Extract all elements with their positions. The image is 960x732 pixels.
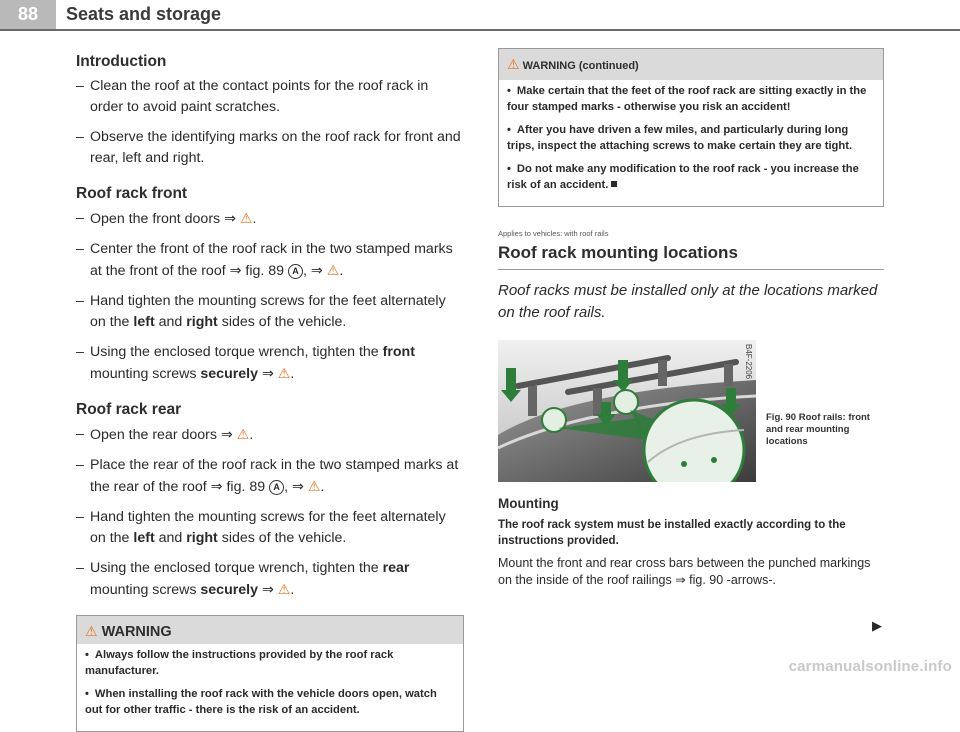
warning-item: • Do not make any modification to the roof rack - you increase the risk of an accident. [507, 163, 859, 191]
callout-a-icon: A [288, 264, 303, 279]
warning-triangle-icon[interactable]: ⚠ [277, 365, 291, 381]
warning-item: • Always follow the instructions provided by the roof rack manufacturer. [85, 649, 394, 677]
warning-triangle-icon[interactable]: ⚠ [236, 426, 250, 442]
page-number: 88 [0, 0, 56, 29]
header-rule [0, 29, 960, 31]
front-step-2: – Center the front of the roof rack in the two stamped marks at the front of the roof ⇒ fig. 89 A , ⇒ ⚠. [76, 239, 464, 282]
figure-row [498, 340, 884, 482]
rear-heading: Roof rack rear [76, 401, 182, 418]
watermark: carmanualsonline.info [788, 658, 952, 675]
front-heading: Roof rack front [76, 185, 188, 202]
intro-step-2: – Observe the identifying marks on the roof rack for front and rear, left and right. [76, 127, 464, 169]
continue-arrow-icon[interactable]: ▶ [872, 618, 882, 633]
warning-triangle-icon[interactable]: ⚠ [277, 581, 291, 597]
applies-to: Applies to vehicles: with roof rails [498, 229, 609, 238]
intro-steps [76, 76, 464, 169]
warning-continued-box [498, 48, 884, 207]
warning-continued-body [499, 80, 883, 206]
rear-steps [76, 424, 464, 601]
lead-text: Roof racks must be installed only at the locations marked on the roof rails. [498, 282, 878, 321]
intro-heading: Introduction [76, 53, 167, 70]
warning-item: • After you have driven a few miles, and particularly during long trips, inspect the attaching screws to make certain they are tight. [507, 124, 853, 152]
roof-rack-illustration [498, 340, 756, 482]
warning-body [77, 644, 463, 731]
warning-triangle-icon[interactable]: ⚠ [307, 478, 321, 494]
warning-item: • Make certain that the feet of the roof rack are sitting exactly in the four stamped marks - otherwise you risk an accident! [507, 85, 867, 113]
rear-step-3: – Hand tighten the mounting screws for the feet alternately on the left and right sides of the vehicle. [76, 507, 464, 549]
rear-step-4: – Using the enclosed torque wrench, tighten the rear mounting screws securely ⇒ ⚠. [76, 558, 464, 601]
mounting-heading: Mounting [498, 496, 559, 511]
callout-a-icon: A [269, 480, 284, 495]
rear-step-2: – Place the rear of the roof rack in the two stamped marks at the rear of the roof ⇒ fig. 89 A , ⇒ ⚠. [76, 455, 464, 498]
end-mark [611, 181, 617, 187]
mounting-text: Mount the front and rear cross bars between the punched markings on the inside of the roof railings ⇒ fig. 90 -arrows-. [498, 556, 871, 587]
intro-step-1: – Clean the roof at the contact points for the roof rack in order to avoid paint scratches. [76, 76, 464, 118]
front-step-4: – Using the enclosed torque wrench, tighten the front mounting screws securely ⇒ ⚠. [76, 342, 464, 385]
warning-box [76, 615, 464, 732]
front-step-3: – Hand tighten the mounting screws for the feet alternately on the left and right sides of the vehicle. [76, 291, 464, 333]
page-header [0, 0, 960, 30]
front-step-1: – Open the front doors ⇒ ⚠. [76, 208, 464, 230]
left-column [76, 48, 464, 732]
figure-code: B4F-2206 [744, 344, 753, 380]
warning-triangle-icon: ⚠ [507, 56, 520, 72]
figure-caption: Fig. 90 Roof rails: front and rear mounting locations [766, 412, 870, 447]
warning-item: • When installing the roof rack with the vehicle doors open, watch out for other traffic - there is the risk of an accident. [85, 688, 437, 716]
warning-continued-header: ⚠ WARNING (continued) [499, 49, 883, 80]
warning-triangle-icon[interactable]: ⚠ [239, 210, 253, 226]
warning-triangle-icon: ⚠ [85, 623, 98, 639]
rear-step-1: – Open the rear doors ⇒ ⚠. [76, 424, 464, 446]
warning-header: ⚠ WARNING [77, 616, 463, 644]
mounting-bold-text: The roof rack system must be installed exactly according to the instructions provided. [498, 519, 846, 547]
section-title: Seats and storage [66, 4, 222, 24]
front-steps [76, 208, 464, 385]
right-column [498, 48, 884, 589]
section-heading: Roof rack mounting locations [498, 243, 884, 270]
warning-triangle-icon[interactable]: ⚠ [326, 262, 340, 278]
roof-rack-figure [498, 340, 756, 482]
